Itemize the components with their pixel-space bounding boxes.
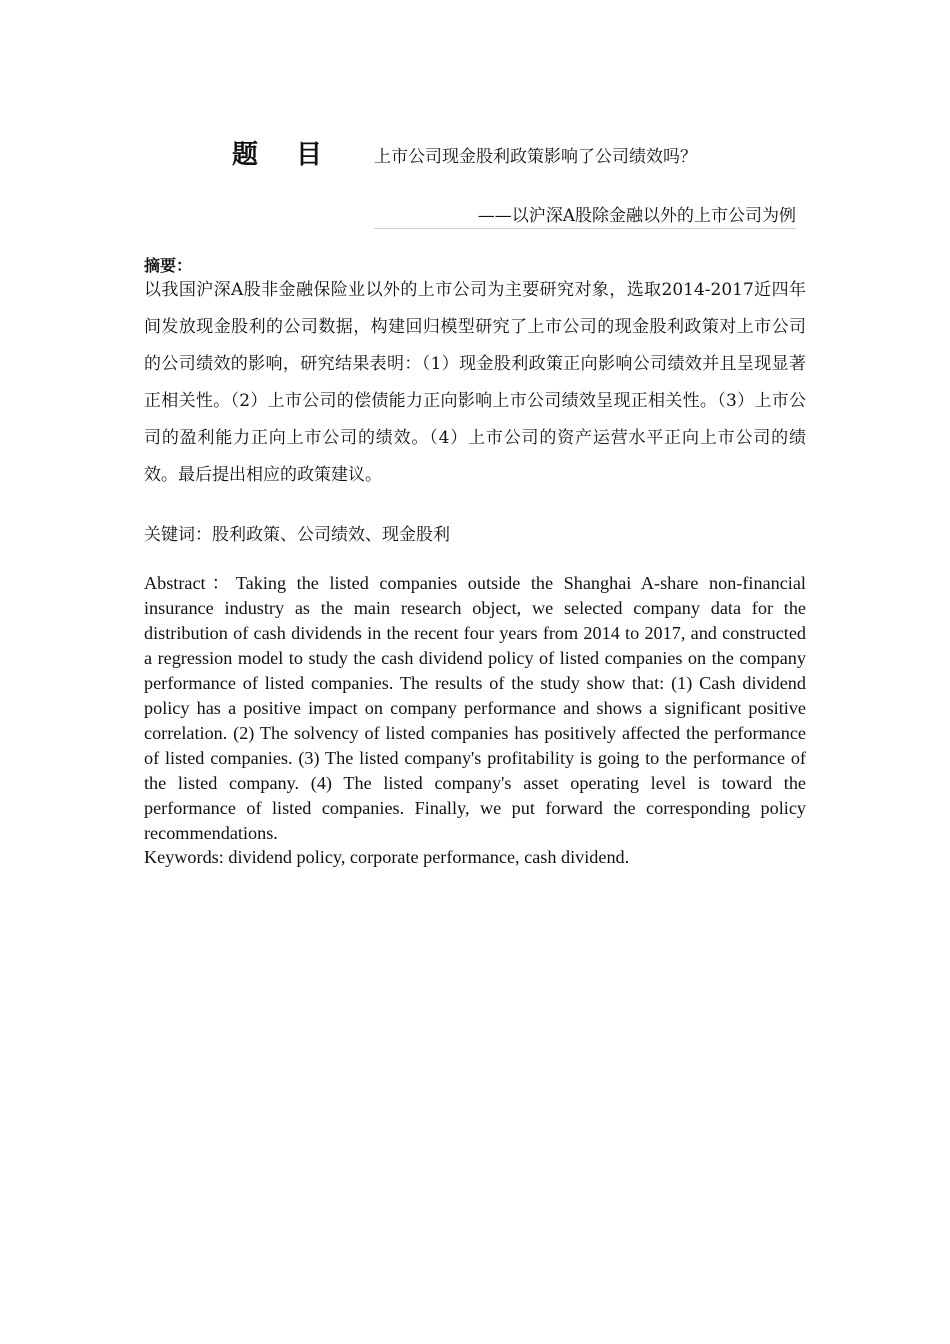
paper-subtitle-line [374,201,796,229]
keywords-chinese: 关键词：股利政策、公司绩效、现金股利 [144,525,450,545]
title-label: 题目 [232,140,361,170]
abstract-chinese-body: 以我国沪深A股非金融保险业以外的上市公司为主要研究对象，选取2014-2017近四年间发放现金股利的公司数据，构建回归模型研究了上市公司的现金股利政策对上市公司的公司绩效的影响，研究结果表明：（1）现金股利政策正向影响公司绩效并且呈现显著正相关性。（2）上市公司的偿债能力正向影响上市公司绩效呈现正相关性。（3）上市公司的盈利能力正向上市公司的绩效。（4）上市公司的资产运营水平正向上市公司的绩效。最后提出相应的政策建议。 [144,280,806,485]
abstract-english-body: Abstract：Taking the listed companies outside the Shanghai A-share non-financial insurance industry as the main research object, we selected company data for the distribution of cash dividends in the recent four years from 2014 to 2017, and constructed a regression model to study the cash dividend policy of listed companies on the company performance of listed companies. The results of the study show that: (1) Cash dividend policy has a positive impact on company performance and shows a significant positive correlation. (2) The solvency of listed companies has positively affected the performance of listed companies. (3) The listed company's profitability is going to the performance of the listed company. (4) The listed company's asset operating level is toward the performance of listed companies. Finally, we put forward the corresponding policy recommendations. [144,573,806,843]
paper-title: 上市公司现金股利政策影响了公司绩效吗？ [374,147,697,167]
paper-subtitle: ——以沪深A股除金融以外的上市公司为例 [477,206,796,226]
abstract-heading: 摘要： [144,256,193,275]
keywords-english: Keywords: dividend policy, corporate performance, cash dividend. [144,847,630,867]
